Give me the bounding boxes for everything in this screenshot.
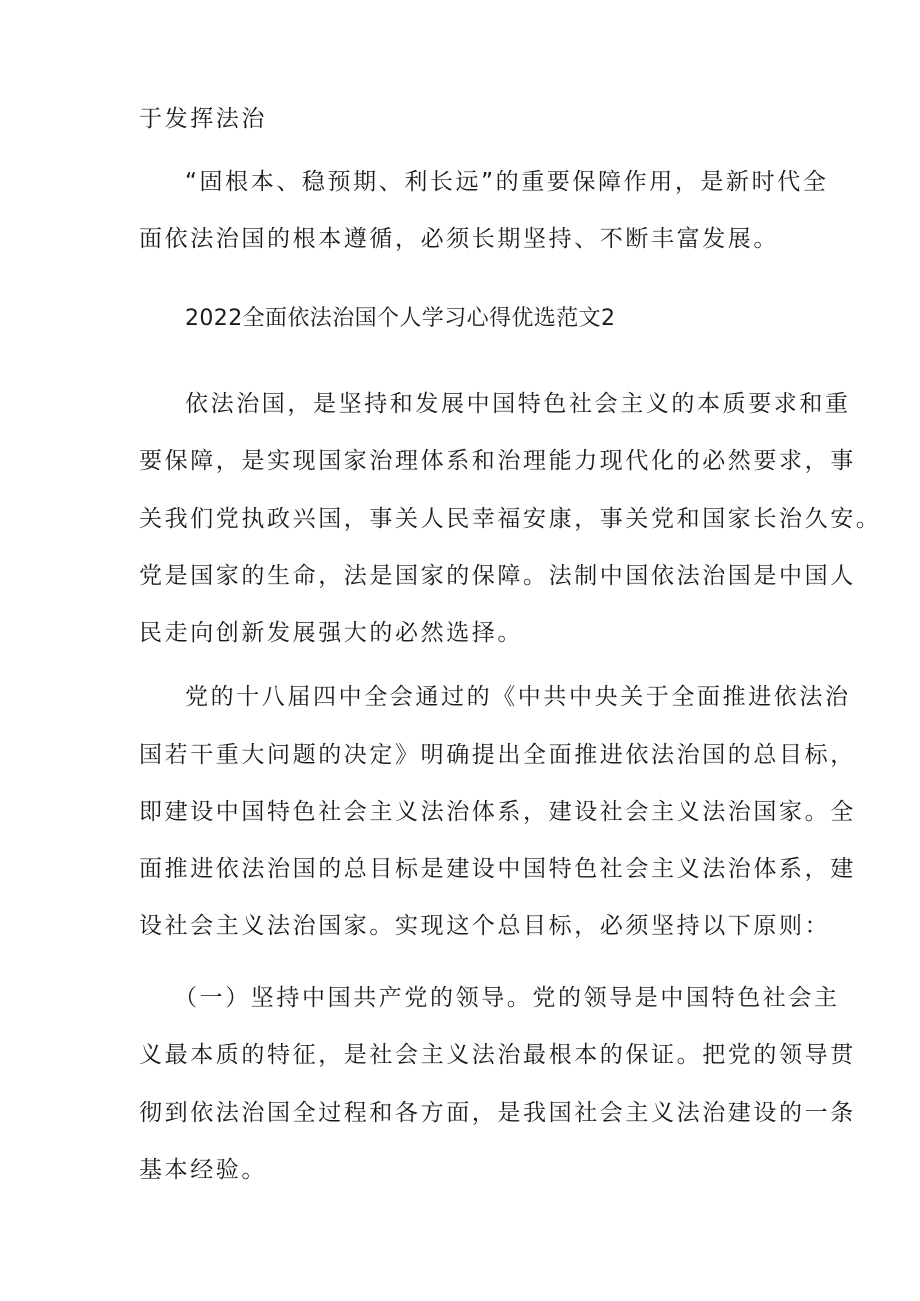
text-line-6: 要保障，是实现国家治理体系和治理能力现代化的必然要求，事 [139,448,856,474]
text-line-11: 国若干重大问题的决定》明确提出全面推进依法治国的总目标， [139,742,856,768]
text-line-15: （一）坚持中国共产党的领导。党的领导是中国特色社会主 [174,985,840,1011]
text-line-12: 即建设中国特色社会主义法治体系，建设社会主义法治国家。全 [139,799,856,825]
text-line-13: 面推进依法治国的总目标是建设中国特色社会主义法治体系，建 [139,856,856,882]
text-line-2: “固根本、稳预期、利长远”的重要保障作用，是新时代全 [185,169,829,195]
text-line-17: 彻到依法治国全过程和各方面，是我国社会主义法治建设的一条 [139,1100,856,1126]
text-line-8: 党是国家的生命，法是国家的保障。法制中国依法治国是中国人 [139,563,856,589]
text-line-14: 设社会主义法治国家。实现这个总目标，必须坚持以下原则： [139,913,831,939]
text-line-10: 党的十八届四中全会通过的《中共中央关于全面推进依法治 [185,684,851,710]
text-line-16: 义最本质的特征，是社会主义法治最根本的保证。把党的领导贯 [139,1042,856,1068]
text-line-5: 依法治国，是坚持和发展中国特色社会主义的本质要求和重 [185,391,851,417]
text-line-3: 面依法治国的根本遵循，必须长期坚持、不断丰富发展。 [139,226,779,252]
text-line-9: 民走向创新发展强大的必然选择。 [139,620,523,646]
text-line-1: 于发挥法治 [139,106,267,132]
text-line-7: 关我们党执政兴国，事关人民幸福安康，事关党和国家长治久安。 [139,506,882,532]
text-line-18: 基本经验。 [139,1157,267,1183]
section-heading: 2022全面依法治国个人学习心得优选范文2 [185,306,616,331]
